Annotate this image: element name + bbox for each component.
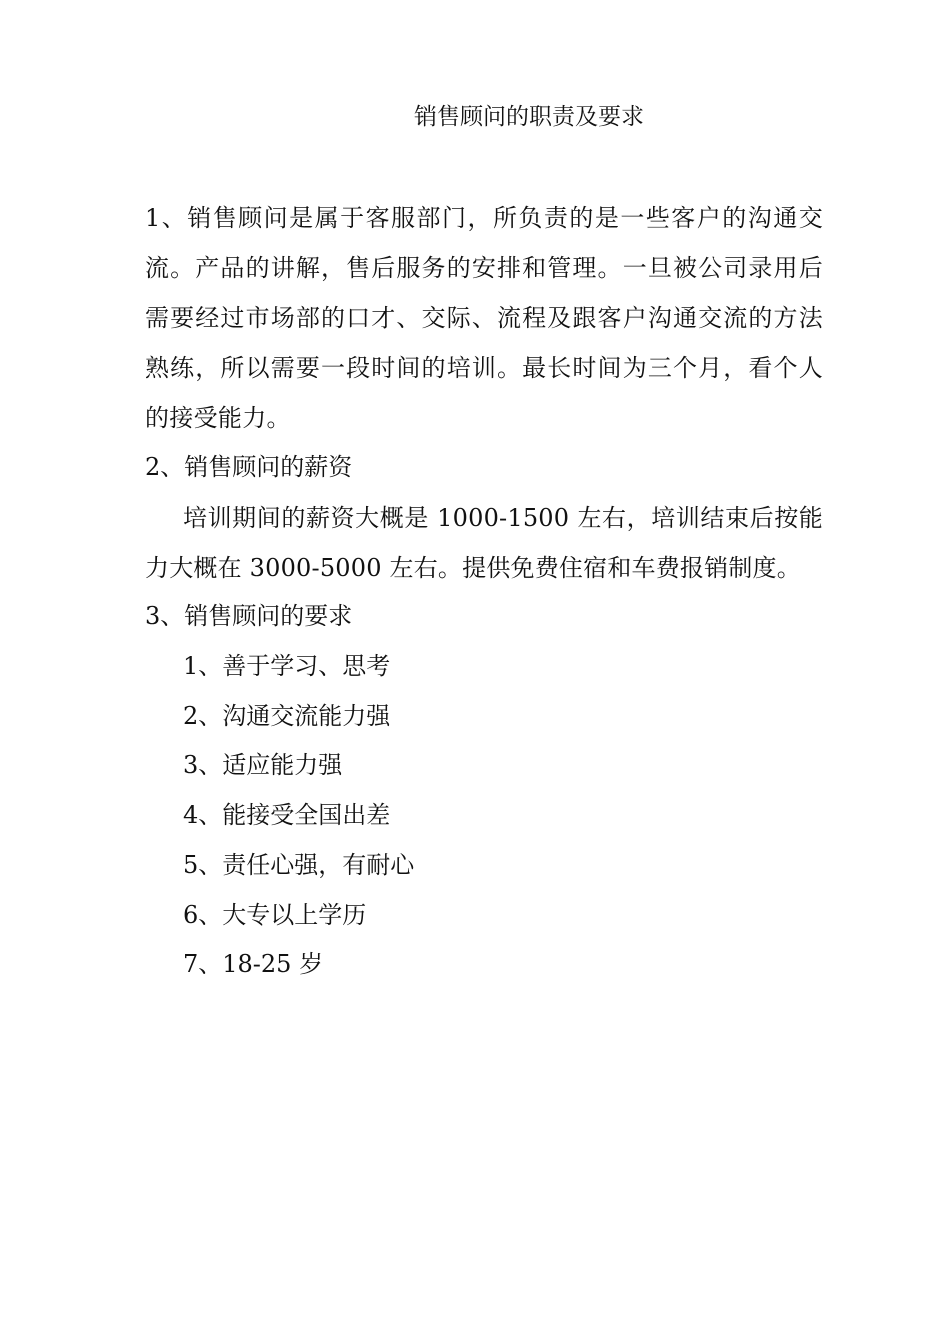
requirement-item: 2、沟通交流能力强 bbox=[183, 702, 391, 730]
section-2-heading: 2、销售顾问的薪资 bbox=[145, 453, 353, 481]
requirement-item: 5、责任心强，有耐心 bbox=[183, 851, 415, 879]
requirement-item: 1、善于学习、思考 bbox=[183, 652, 391, 680]
document-title: 销售顾问的职责及要求 bbox=[414, 104, 644, 130]
section-3-heading: 3、销售顾问的要求 bbox=[145, 602, 353, 630]
requirement-item: 4、能接受全国出差 bbox=[183, 801, 391, 829]
section-1-paragraph: 1、销售顾问是属于客服部门，所负责的是一些客户的沟通交流。产品的讲解，售后服务的安排和管理。一旦被公司录用后需要经过市场部的口才、交际、流程及跟客户沟通交流的方法熟练，所以需要一段时间的培训。最长时间为三个月，看个人的接受能力。 bbox=[145, 204, 823, 432]
requirement-item: 6、大专以上学历 bbox=[183, 901, 367, 929]
requirement-item: 7、18-25 岁 bbox=[183, 950, 324, 978]
requirement-item: 3、适应能力强 bbox=[183, 751, 343, 779]
section-2-paragraph: 培训期间的薪资大概是 1000-1500 左右，培训结束后按能力大概在 3000-5000 左右。提供免费住宿和车费报销制度。 bbox=[145, 504, 823, 582]
